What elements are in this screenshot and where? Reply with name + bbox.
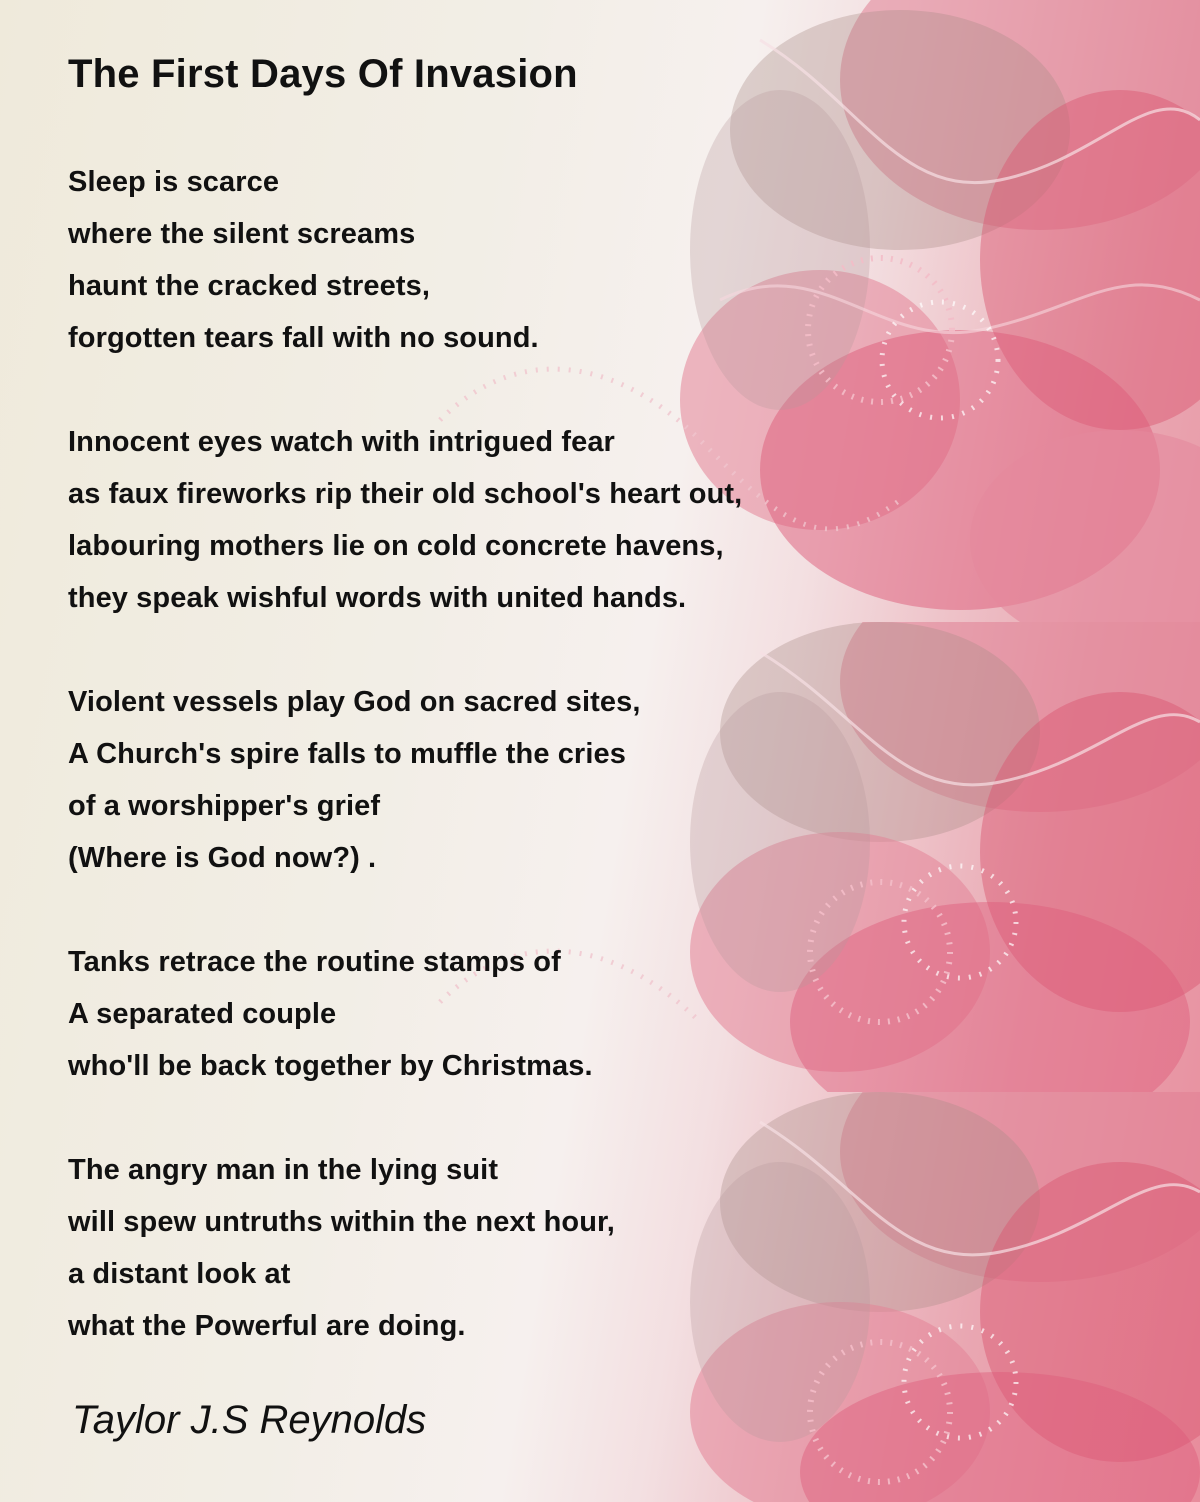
poem-line: Tanks retrace the routine stamps of [68, 946, 561, 978]
stanza [68, 676, 742, 884]
poem-line: of a worshipper's grief [68, 790, 381, 822]
poem-line: haunt the cracked streets, [68, 270, 431, 302]
poem-line: will spew untruths within the next hour, [68, 1206, 615, 1238]
poem-line: they speak wishful words with united hands. [68, 582, 687, 614]
poem-line: Innocent eyes watch with intrigued fear [68, 426, 615, 458]
poem-line: A Church's spire falls to muffle the cries [68, 738, 626, 770]
poem-body [68, 156, 742, 1404]
poem-line: where the silent screams [68, 218, 416, 250]
poem-author: Taylor J.S Reynolds [72, 1398, 427, 1442]
stanza [68, 1144, 742, 1352]
stanza [68, 936, 742, 1092]
poem-line: what the Powerful are doing. [68, 1310, 466, 1342]
poem-title: The First Days Of Invasion [68, 52, 578, 96]
poem-line: (Where is God now?) . [68, 842, 377, 874]
poem-line: as faux fireworks rip their old school's heart out, [68, 478, 743, 510]
poem-line: Sleep is scarce [68, 166, 280, 198]
poem-line: who'll be back together by Christmas. [68, 1050, 593, 1082]
poem-line: a distant look at [68, 1258, 291, 1290]
stanza [68, 156, 742, 364]
poem-line: forgotten tears fall with no sound. [68, 322, 539, 354]
poem-line: labouring mothers lie on cold concrete havens, [68, 530, 724, 562]
stanza [68, 416, 742, 624]
poem-line: The angry man in the lying suit [68, 1154, 499, 1186]
poem-line: A separated couple [68, 998, 337, 1030]
poem-line: Violent vessels play God on sacred sites, [68, 686, 641, 718]
